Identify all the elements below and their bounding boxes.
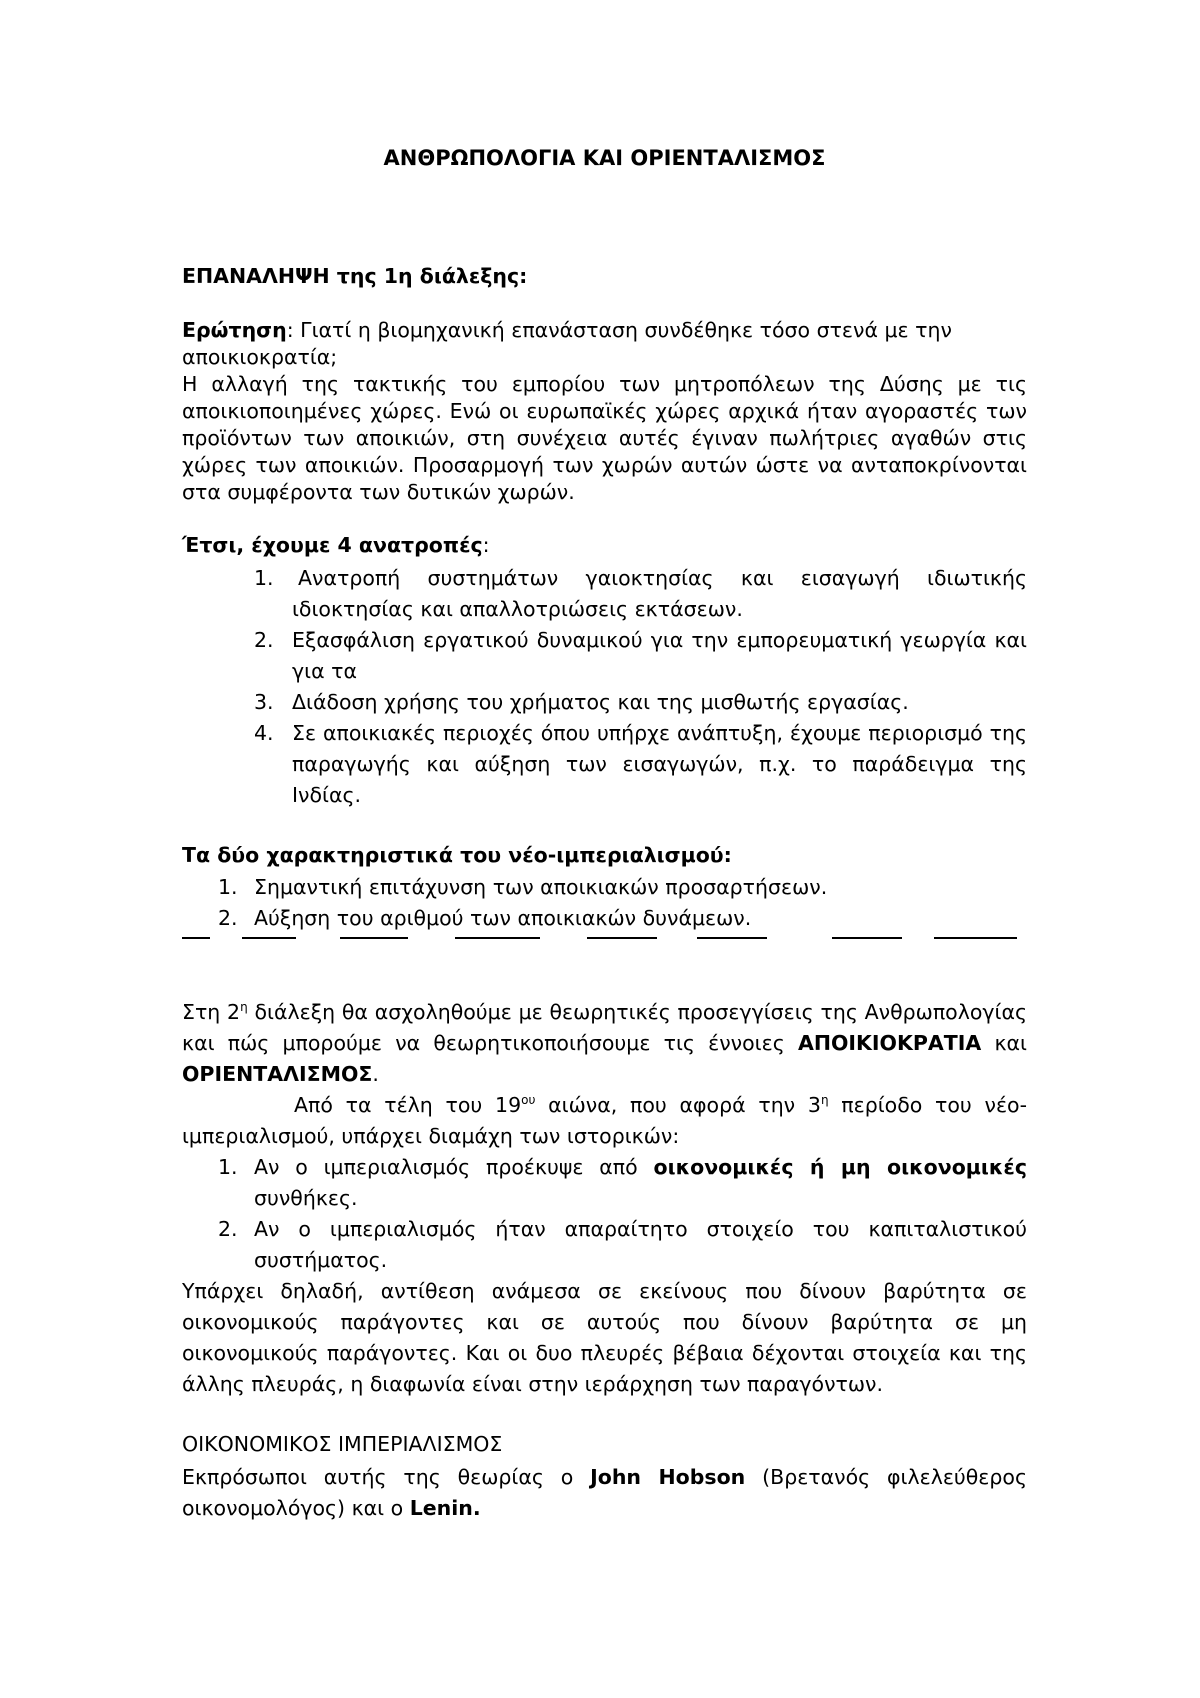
list-item (218, 1214, 1027, 1276)
contrast-paragraph: Υπάρχει δηλαδή, αντίθεση ανάμεσα σε εκείνους που δίνουν βαρύτητα σε οικονομικούς παράγοντες και σε αυτούς που δίνουν βαρύτητα σε μη οικονομικούς παράγοντες. Και οι δυο πλευρές βέβαια δέχονται στοιχεία και της άλλης πλευράς, η διαφωνία είναι στην ιεράρχηση των παραγόντων. (182, 1279, 1027, 1396)
answer-paragraph: Η αλλαγή της τακτικής του εμπορίου των μητροπόλεων της Δύσης με τις αποικιοποιημένες χώρες. Ενώ οι ευρωπαϊκές χώρες αρχικά ήταν αγοραστές των προϊόντων των αποικιών, στη συνέχεια αυτές έγιναν πωλήτριες αγαθών στις χώρες των αποικιών. Προσαρμογή των χωρών αυτών ώστε να ανταποκρίνονται στα συμφέροντα των δυτικών χωρών. (182, 372, 1027, 504)
list-item-number: 2. (254, 628, 274, 652)
list-item-text: Αύξηση του αριθμού των αποικιακών δυνάμεων. (254, 906, 752, 930)
list-item-text: Ανατροπή συστημάτων γαιοκτησίας και εισαγωγή ιδιωτικής ιδιοκτησίας και απαλλοτριώσεις εκτάσεων. (292, 566, 1027, 621)
list-item-number: 2. (218, 906, 238, 930)
term-orientalism: ΟΡΙΕΝΤΑΛΙΣΜΟΣ (182, 1062, 373, 1086)
superscript: ου (521, 1093, 536, 1108)
list-item-text: Διάδοση χρήσης του χρήματος και της μισθωτής εργασίας. (292, 690, 909, 714)
list-item (254, 563, 1027, 625)
economic-paragraph (182, 1462, 1027, 1524)
upheavals-heading-suffix: : (482, 533, 490, 557)
lecture2-text: διάλεξη θα ασχοληθούμε με θεωρητικές προσεγγίσεις της Ανθρωπολογίας και πώς μπορούμε να θεωρητικοποιήσουμε τις έννοιες (182, 1000, 1027, 1055)
separator-dash (587, 937, 657, 939)
upheavals-heading-line (182, 532, 1027, 559)
list-item (254, 625, 1027, 687)
lecture2-text: και (981, 1031, 1027, 1055)
historians-text: Από τα τέλη του 19 (294, 1093, 522, 1117)
neo-imperialism-heading: Τα δύο χαρακτηριστικά του νέο-ιμπεριαλισμού: (182, 843, 732, 867)
term-colonialism: ΑΠΟΙΚΙΟΚΡΑΤΙΑ (797, 1031, 982, 1055)
separator-dashes (182, 937, 1027, 941)
list-item-number: 1. (254, 566, 274, 590)
separator-dash (934, 937, 1017, 939)
economic-heading: ΟΙΚΟΝΟΜΙΚΟΣ ΙΜΠΕΡΙΑΛΙΣΜΟΣ (182, 1432, 503, 1456)
list-item (218, 1152, 1027, 1214)
list-item (254, 718, 1027, 811)
list-item (218, 872, 1027, 903)
separator-dash (455, 937, 540, 939)
list-item (218, 903, 1027, 934)
list-item-number: 4. (254, 721, 274, 745)
neo-imperialism-list (218, 872, 1027, 934)
lecture2-text: . (372, 1062, 379, 1086)
separator-dash (832, 937, 902, 939)
separator-dash (182, 937, 210, 939)
list-item-text: Σημαντική επιτάχυνση των αποικιακών προσαρτήσεων. (254, 875, 828, 899)
upheavals-heading: Έτσι, έχουμε 4 ανατροπές (182, 533, 483, 557)
list-item-text (254, 1152, 1027, 1214)
list-item-text: Αν ο ιμπεριαλισμός ήταν απαραίτητο στοιχείο του καπιταλιστικού συστήματος. (254, 1217, 1027, 1272)
superscript: η (820, 1093, 829, 1108)
separator-dash (242, 937, 296, 939)
upheavals-list (254, 563, 1027, 811)
list-item-text-bold: οικονομικές ή μη οικονομικές (653, 1155, 1027, 1179)
name-hobson: John Hobson (590, 1465, 746, 1489)
list-item (254, 687, 1027, 718)
economic-text: Εκπρόσωποι αυτής της θεωρίας ο (182, 1465, 591, 1489)
list-item-number: 1. (218, 875, 238, 899)
separator-dash (340, 937, 408, 939)
document-title: ΑΝΘΡΩΠΟΛΟΓΙΑ ΚΑΙ ΟΡΙΕΝΤΑΛΙΣΜΟΣ (383, 146, 826, 170)
economic-text: (Βρετανός φιλελεύθερος οικονομολόγος) και ο (182, 1465, 1027, 1520)
historians-text: αιώνα, που αφορά την 3 (535, 1093, 821, 1117)
historians-list (218, 1152, 1027, 1276)
list-item-text-part: Αν ο ιμπεριαλισμός προέκυψε από (254, 1155, 654, 1179)
superscript: η (240, 1000, 248, 1015)
question-paragraph (182, 317, 1027, 371)
name-lenin: Lenin. (409, 1496, 481, 1520)
question-text: : Γιατί η βιομηχανική επανάσταση συνδέθηκε τόσο στενά με την αποικιοκρατία; (182, 318, 952, 369)
historians-paragraph (182, 1090, 1027, 1152)
historians-text: περίοδο του νέο-ιμπεριαλισμού, υπάρχει διαμάχη των ιστορικών: (182, 1093, 1027, 1148)
recap-heading: ΕΠΑΝΑΛΗΨΗ της 1η διάλεξης: (182, 264, 528, 288)
list-item-text: Σε αποικιακές περιοχές όπου υπήρχε ανάπτυξη, έχουμε περιορισμό της παραγωγής και αύξηση των εισαγωγών, π.χ. το παράδειγμα της Ινδίας. (292, 721, 1027, 807)
list-item-number: 1. (218, 1155, 238, 1179)
lecture2-text: Στη 2 (182, 1000, 241, 1024)
question-label: Ερώτηση (182, 318, 287, 342)
lecture2-paragraph (182, 997, 1027, 1090)
list-item-text-part: συνθήκες. (254, 1186, 358, 1210)
list-item-text: Εξασφάλιση εργατικού δυναμικού για την εμπορευματική γεωργία και για τα (292, 628, 1027, 683)
separator-dash (697, 937, 767, 939)
list-item-number: 2. (218, 1217, 238, 1241)
list-item-number: 3. (254, 690, 274, 714)
